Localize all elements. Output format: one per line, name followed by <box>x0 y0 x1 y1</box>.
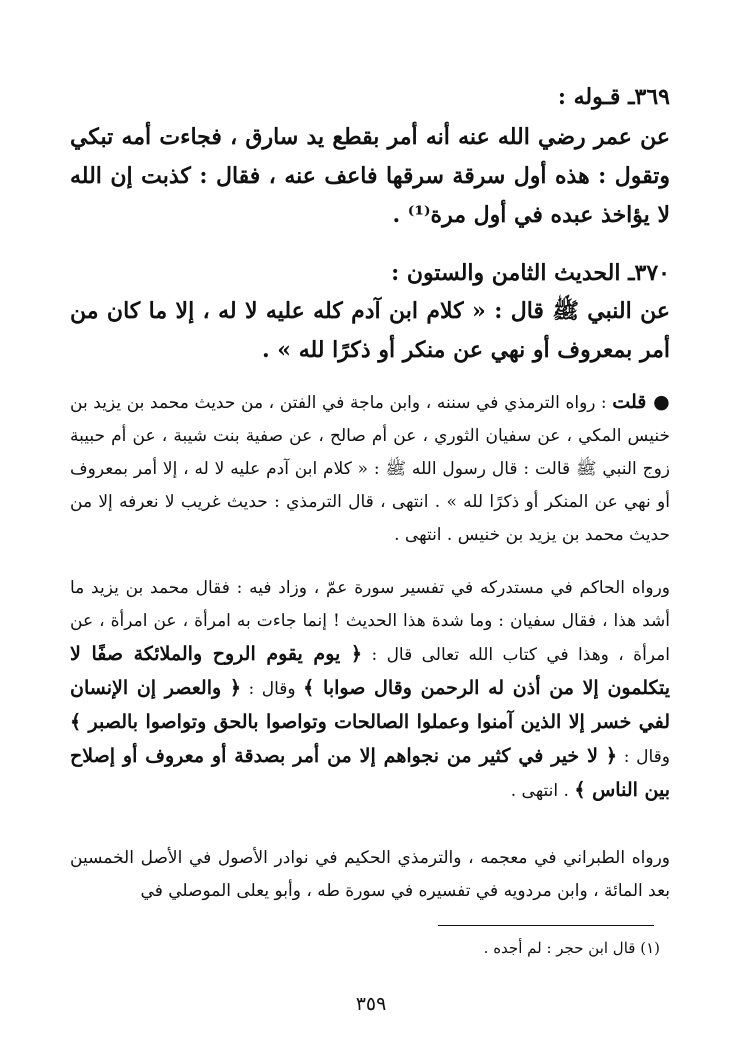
heading-370: ٣٧٠ـ الحديث الثامن والستون : <box>391 260 670 286</box>
page-number: ٣٥٩ <box>355 993 387 1015</box>
heading-369: ٣٦٩ـ قـوله : <box>557 84 670 110</box>
commentary-paragraph-3: ورواه الطبراني في معجمه ، والترمذي الحكيم في نوادر الأصول في الأصل الخمسين بعد المائة ، وابن مردويه في تفسيره في سورة طه ، وأبو يعلى الموصلي في <box>70 848 670 901</box>
commentary-paragraph-2 <box>70 572 670 808</box>
quran-verse-3: ﴿ لا خير في كثير من نجواهم إلا من أمر بصدقة أو معروف أو إصلاح بين الناس ﴾ <box>70 745 670 801</box>
hadith-369-text: عن عمر رضي الله عنه أنه أمر بقطع يد سارق ، فجاءت أمه تبكي وتقول : هذه أول سرقة سرقها فاعف عنه ، فقال : كذبت إن الله لا يؤاخذ عبده في أول مرة⁽¹⁾ . <box>70 124 670 228</box>
footnote-1: (١) قال ابن حجر : لم أجده . <box>483 939 660 957</box>
quran-verse-2: ﴿ والعصر إن الإنسان لفي خسر إلا الذين آمنوا وعملوا الصالحات وتواصوا بالحق وتواصوا بالصبر ﴾ <box>70 677 670 733</box>
commentary-1-text: : رواه الترمذي في سننه ، وابن ماجة في الفتن ، من حديث محمد بن يزيد بن خنيس المكي ، عن سفيان الثوري ، عن أم صالح ، عن صفية بنت شيبة ، عن أم حبيبة زوج النبي ﷺ قالت : قال رسول الله ﷺ : « كلام ابن آدم عليه لا له ، إلا أمر بمعروف أو نهي عن المنكر أو ذكرًا لله » . انتهى ، قال الترمذي : حديث غريب لا نعرفه إلا من حديث محمد بن يزيد بن خنيس . انتهى . <box>70 393 670 545</box>
footnote-separator <box>438 925 654 926</box>
commentary-paragraph-1 <box>70 386 670 552</box>
commentary-2-intro: ورواه الحاكم في مستدركه في تفسير سورة عمّ ، وزاد فيه : فقال محمد بن يزيد ما أشد هذا ، فقال سفيان : وما شدة هذا الحديث ! إنما جاءت به امرأة ، عن امرأة ، عن امرأة ، وهذا في كتاب الله تعالى قال : <box>70 578 670 665</box>
quran-verse-1: ﴿ يوم يقوم الروح والملائكة صفًا لا يتكلمون إلا من أذن له الرحمن وقال صوابا ﴾ <box>70 643 670 699</box>
wa-qala-2: وقال : <box>623 747 671 767</box>
hadith-370-text: عن النبي ﷺ قال : « كلام ابن آدم كله عليه لا له ، إلا ما كان من أمر بمعروف أو نهي عن منكر أو ذكرًا لله » . <box>70 298 670 363</box>
wa-qala-1: وقال : <box>248 679 296 699</box>
qultu-label: ● قلت <box>612 391 670 413</box>
intaha-text: . انتهى . <box>510 781 569 801</box>
